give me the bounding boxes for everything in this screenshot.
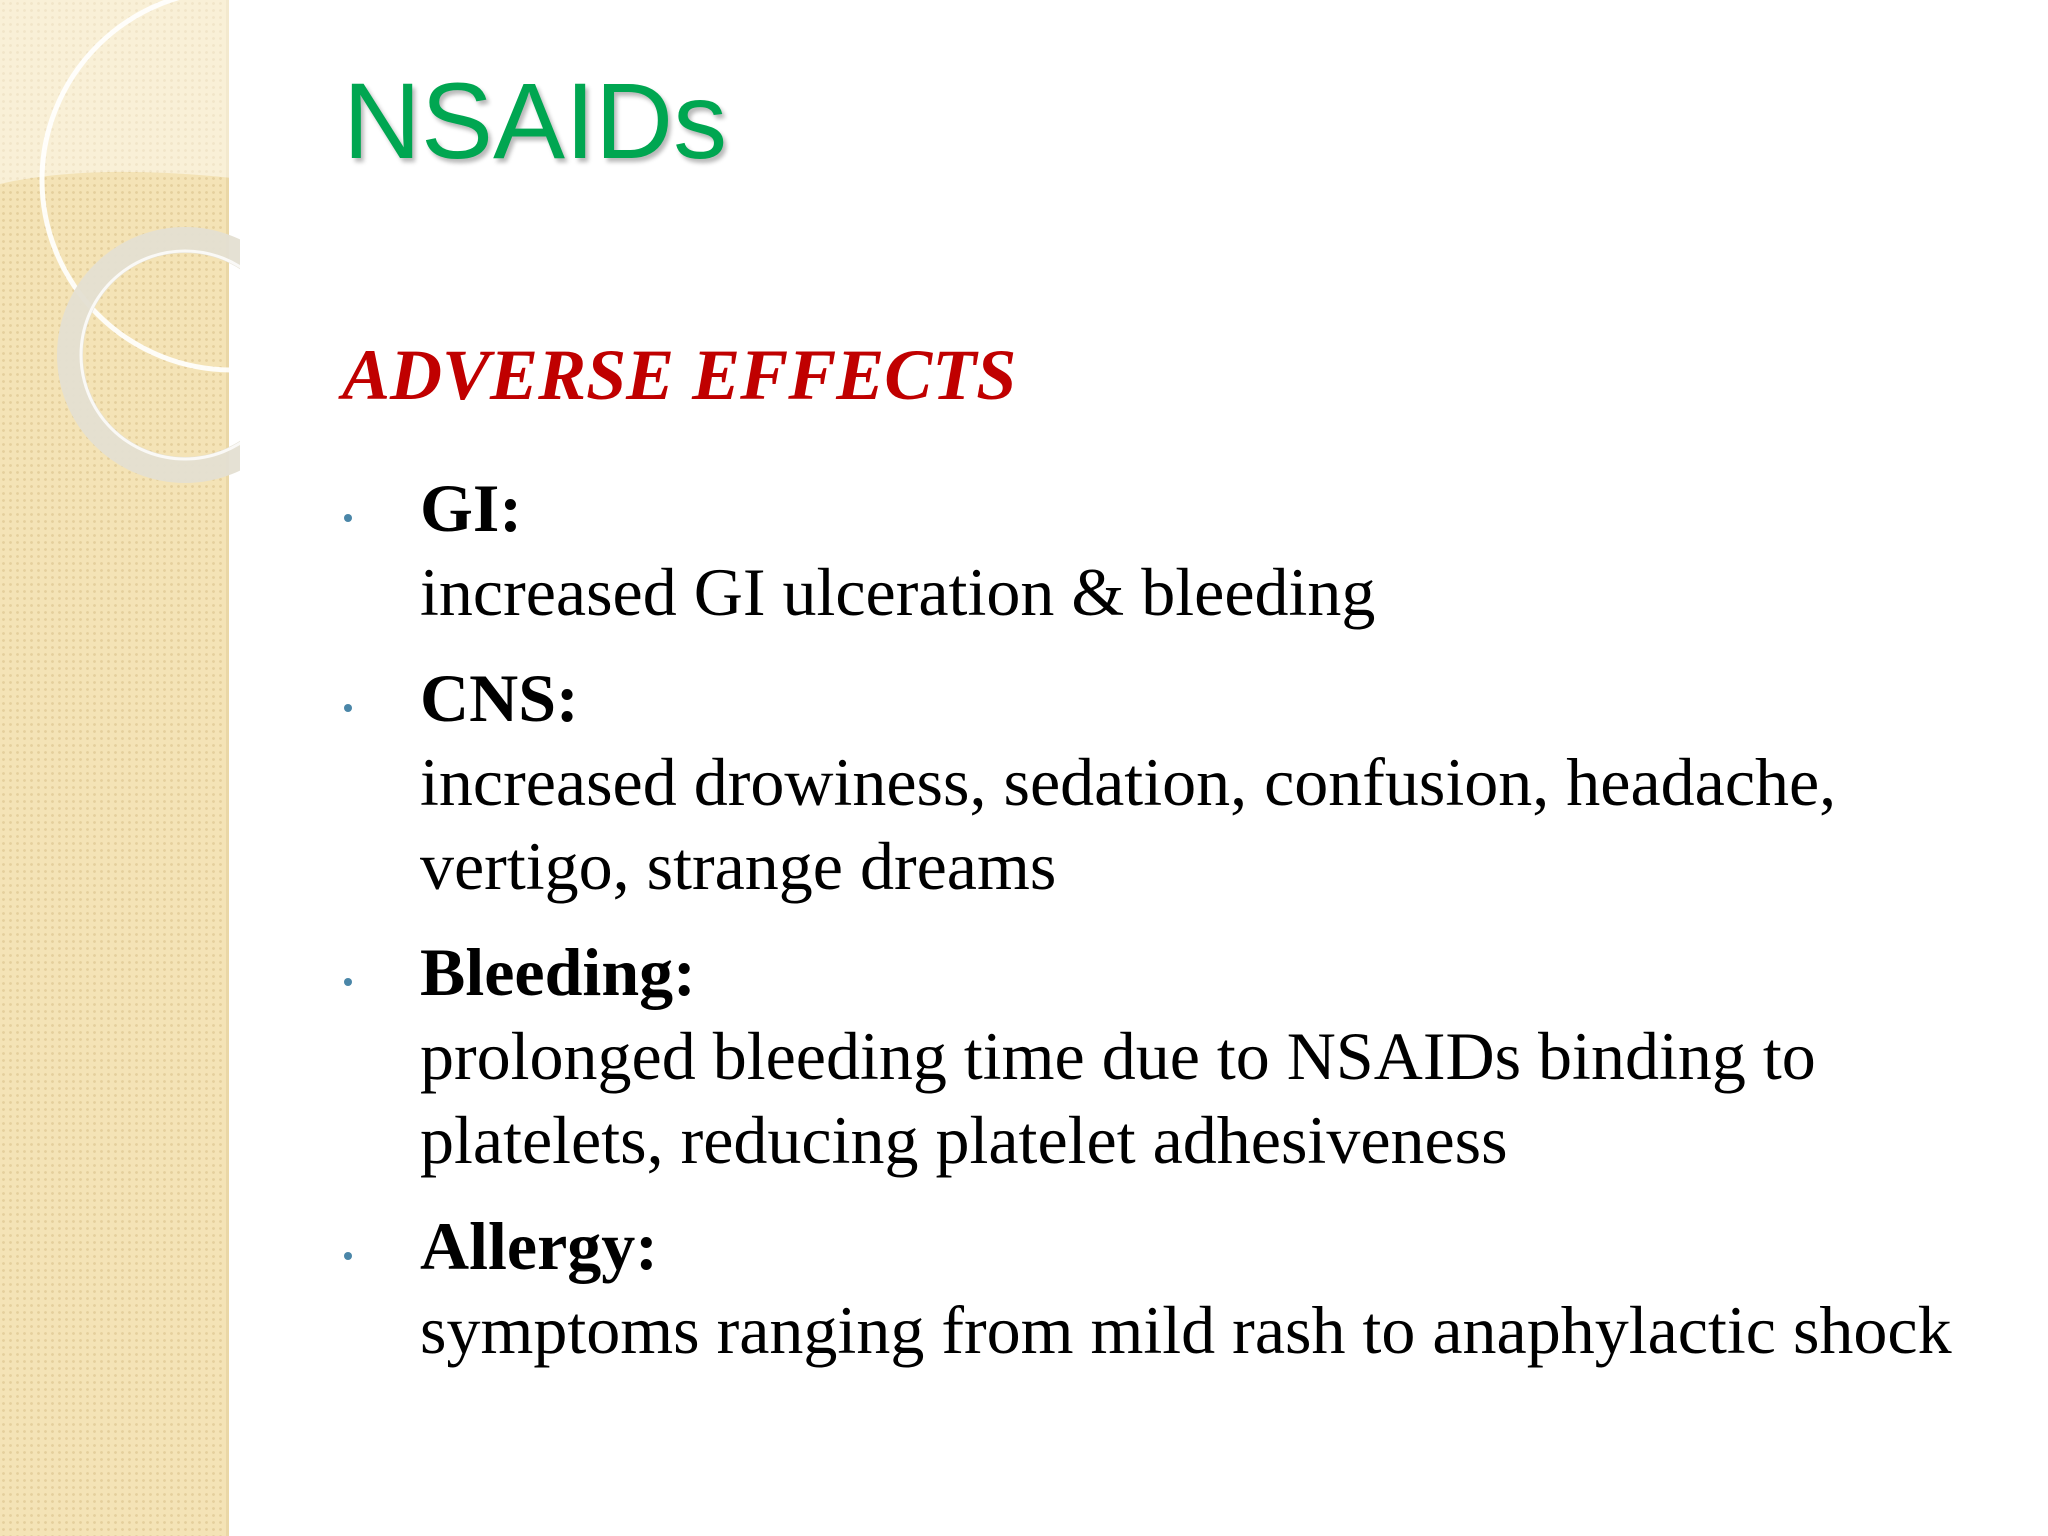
list-item-allergy [340,1204,2000,1372]
list-item-gi [340,466,2000,634]
effect-label: GI: [420,470,522,546]
slide-title: NSAIDs [343,60,728,181]
effect-description: increased GI ulceration & bleeding [420,554,1376,630]
effect-label: CNS: [420,660,579,736]
list-item-bleeding [340,930,2000,1182]
bullet-dot-icon [344,704,352,712]
effect-description: prolonged bleeding time due to NSAIDs binding to platelets, reducing platelet adhesiveness [420,1018,1816,1178]
effect-description: symptoms ranging from mild rash to anaphylactic shock [420,1292,1952,1368]
bullet-dot-icon [344,1252,352,1260]
section-heading: ADVERSE EFFECTS [342,335,1017,415]
adverse-effects-list [340,466,2000,1394]
decorative-rings [0,0,240,500]
bullet-dot-icon [344,514,352,522]
effect-label: Bleeding: [420,934,696,1010]
bullet-dot-icon [344,978,352,986]
effect-label: Allergy: [420,1208,658,1284]
effect-description: increased drowiness, sedation, confusion, headache, vertigo, strange dreams [420,744,1837,904]
list-item-cns [340,656,2000,908]
